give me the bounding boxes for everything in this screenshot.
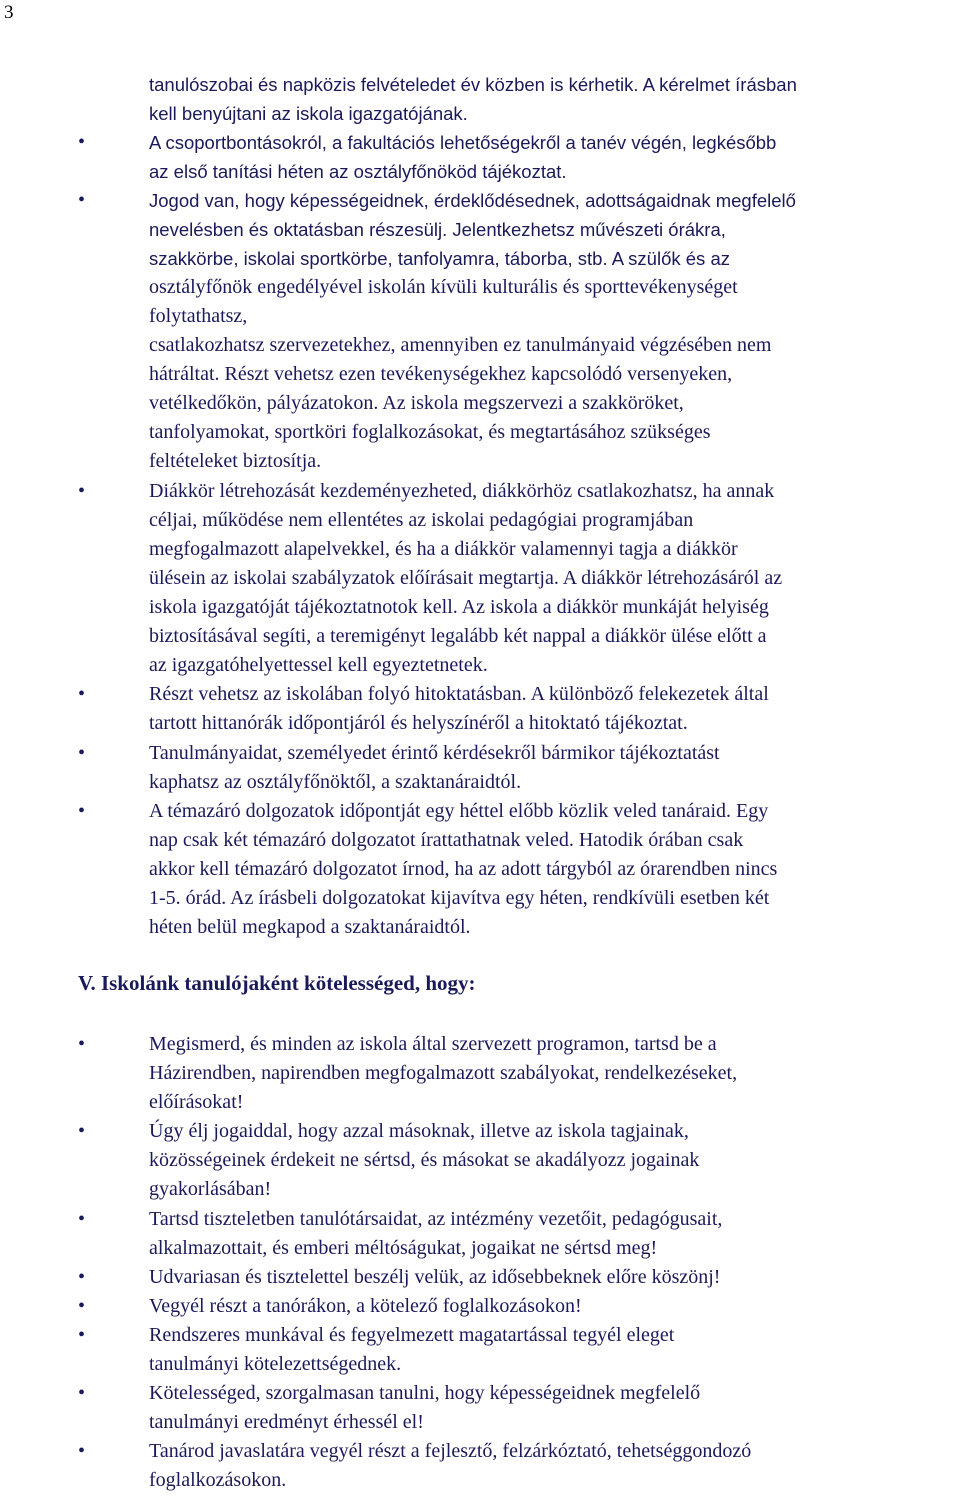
text-line: biztosításával segíti, a teremigényt legalább két nappal a diákkör ülése előtt a (149, 625, 767, 647)
text-line: nap csak két témazáró dolgozatot írattathatnak veled. Hatodik órában csak (149, 829, 744, 851)
bullet-icon: • (78, 480, 86, 502)
text-line: iskola igazgatóját tájékoztatnotok kell. Az iskola a diákkör munkáját helyiség (149, 596, 769, 618)
text-line: 1-5. órád. Az írásbeli dolgozatokat kijavítva egy héten, rendkívüli esetben két (149, 887, 770, 909)
text-line: tanulmányi kötelezettségednek. (149, 1353, 402, 1375)
bullet-icon: • (78, 1295, 86, 1317)
text-line: az igazgatóhelyettessel kell egyeztetnetek. (149, 654, 488, 676)
text-line: gyakorlásában! (149, 1178, 272, 1200)
text-line: tanulmányi eredményt érhessél el! (149, 1411, 424, 1433)
text-line: alkalmazottait, és emberi méltóságukat, jogaikat ne sértsd meg! (149, 1237, 658, 1259)
bullet-icon: • (78, 1440, 86, 1462)
continuation-paragraph (149, 70, 949, 128)
list-item (149, 1205, 949, 1263)
text-line: tartott hittanórák időpontjáról és helyszínéről a hitoktató tájékoztat. (149, 712, 688, 734)
text-line: megfogalmazott alapelvekkel, és ha a diákkör valamennyi tagja a diákkör (149, 538, 738, 560)
list-item (149, 1379, 949, 1437)
text-line: ülésein az iskolai szabályzatok előírásait megtartja. A diákkör létrehozásáról az (149, 567, 783, 589)
text-line: tanulószobai és napközis felvételedet év közben is kérhetik. A kérelmet írásban (149, 74, 797, 95)
bullet-icon: • (78, 1033, 86, 1055)
list-item (149, 1030, 949, 1117)
bullet-icon: • (78, 800, 86, 822)
text-line: tanfolyamokat, sportköri foglalkozásokat, és megtartásához szükséges (149, 421, 711, 443)
text-line: osztályfőnök engedélyével iskolán kívüli kulturális és sporttevékenységet (149, 276, 738, 298)
text-line: foglalkozásokon. (149, 1469, 287, 1491)
text-line: folytathatsz, (149, 305, 248, 327)
list-item (149, 1321, 949, 1379)
bullet-icon: • (78, 131, 86, 153)
bullet-icon: • (78, 189, 86, 211)
text-line: céljai, működése nem ellentétes az iskolai pedagógiai programjában (149, 509, 694, 531)
text-line: Tanárod javaslatára vegyél részt a fejlesztő, felzárkóztató, tehetséggondozó (149, 1440, 752, 1462)
text-line: feltételeket biztosítja. (149, 450, 322, 472)
list-item (149, 797, 949, 942)
text-line: csatlakozhatsz szervezetekhez, amennyiben ez tanulmányaid végzésében nem (149, 334, 772, 356)
text-line: akkor kell témazáró dolgozatot írnod, ha az adott tárgyból az órarendben nincs (149, 858, 778, 880)
text-line: Tartsd tiszteletben tanulótársaidat, az intézmény vezetőit, pedagógusait, (149, 1208, 723, 1230)
text-line: Kötelességed, szorgalmasan tanulni, hogy képességeidnek megfelelő (149, 1382, 701, 1404)
page-number: 3 (4, 2, 14, 23)
list-item (149, 680, 949, 738)
text-line: Rendszeres munkával és fegyelmezett magatartással tegyél eleget (149, 1324, 675, 1346)
text-line: Úgy élj jogaiddal, hogy azzal másoknak, illetve az iskola tagjainak, (149, 1120, 689, 1142)
text-line: Házirendben, napirendben megfogalmazott szabályokat, rendelkezéseket, (149, 1062, 738, 1084)
list-item (149, 477, 949, 680)
text-line: Vegyél részt a tanórákon, a kötelező foglalkozásokon! (149, 1295, 582, 1317)
text-line: Megismerd, és minden az iskola által szervezett programon, tartsd be a (149, 1033, 717, 1055)
text-line: Jogod van, hogy képességeidnek, érdeklődésednek, adottságaidnak megfelelő (149, 190, 796, 211)
bullet-icon: • (78, 1382, 86, 1404)
list-item (149, 186, 949, 476)
text-line: Tanulmányaidat, személyedet érintő kérdésekről bármikor tájékoztatást (149, 742, 720, 764)
text-line: kaphatsz az osztályfőnöktől, a szaktanáraidtól. (149, 771, 522, 793)
text-line: A témazáró dolgozatok időpontját egy héttel előbb közlik veled tanáraid. Egy (149, 800, 769, 822)
list-item (149, 1292, 949, 1321)
bullet-icon: • (78, 742, 86, 764)
text-line: nevelésben és oktatásban részesülj. Jelentkezhetsz művészeti órákra, (149, 219, 726, 240)
text-line: Udvariasan és tisztelettel beszélj velük, az idősebbeknek előre köszönj! (149, 1266, 721, 1288)
list-item (149, 1117, 949, 1204)
text-line: vetélkedőkön, pályázatokon. Az iskola megszervezi a szakköröket, (149, 392, 684, 414)
text-line: előírásokat! (149, 1091, 244, 1113)
bullet-icon: • (78, 1266, 86, 1288)
text-line: az első tanítási héten az osztályfőnököd tájékoztat. (149, 161, 567, 182)
text-line: Diákkör létrehozását kezdeményezheted, diákkörhöz csatlakozhatsz, ha annak (149, 480, 775, 502)
text-line: hátráltat. Részt vehetsz ezen tevékenységekhez kapcsolódó versenyeken, (149, 363, 733, 385)
text-line: héten belül megkapod a szaktanáraidtól. (149, 916, 471, 938)
bullet-icon: • (78, 1324, 86, 1346)
list-item (149, 1437, 949, 1495)
list-item (149, 739, 949, 797)
text-line: szakkörbe, iskolai sportkörbe, tanfolyamra, táborba, stb. A szülők és az (149, 248, 730, 269)
text-line: Részt vehetsz az iskolában folyó hitoktatásban. A különböző felekezetek által (149, 683, 769, 705)
bullet-icon: • (78, 1120, 86, 1142)
section-heading: V. Iskolánk tanulójaként kötelességed, hogy: (78, 971, 476, 995)
text-line: kell benyújtani az iskola igazgatójának. (149, 103, 468, 124)
bullet-icon: • (78, 683, 86, 705)
list-item (149, 1263, 949, 1292)
bullet-icon: • (78, 1208, 86, 1230)
text-line: közösségeinek érdekeit ne sértsd, és másokat se akadályozz jogainak (149, 1149, 700, 1171)
text-line: A csoportbontásokról, a fakultációs lehetőségekről a tanév végén, legkésőbb (149, 132, 777, 153)
list-item (149, 128, 949, 186)
